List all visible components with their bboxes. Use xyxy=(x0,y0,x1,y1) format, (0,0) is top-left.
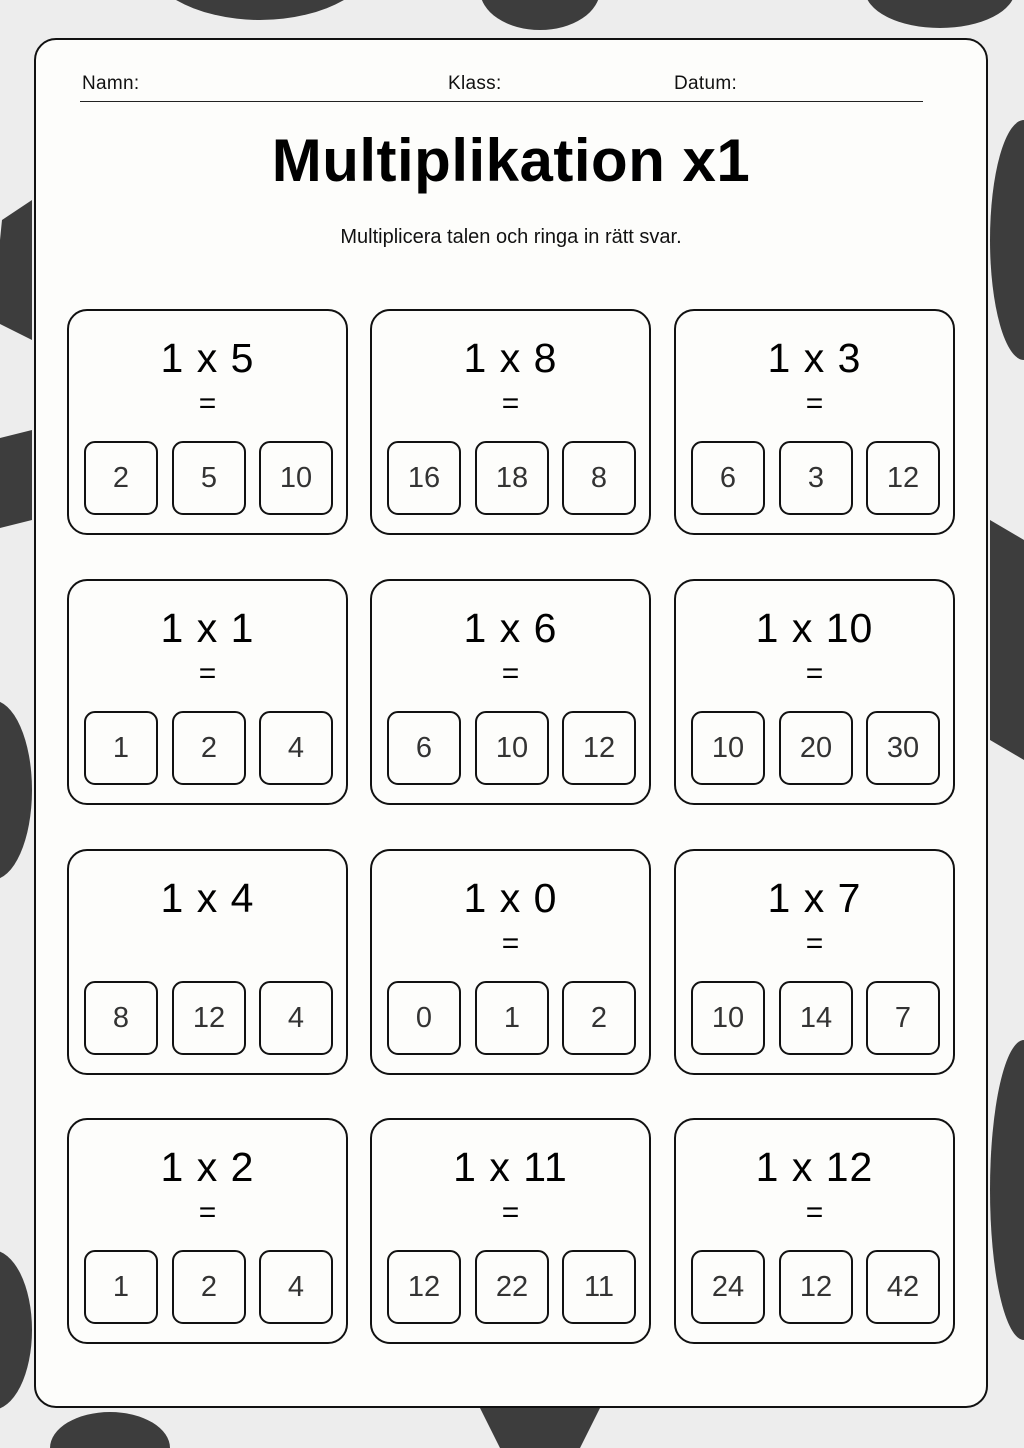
equals-sign: = xyxy=(198,387,217,420)
background-digit-decoration xyxy=(460,1408,620,1448)
problem-expression: 1 x 3 xyxy=(767,335,862,381)
background-digit-decoration xyxy=(990,520,1024,760)
answer-option-box[interactable]: 10 xyxy=(475,711,549,785)
equals-sign: = xyxy=(501,657,520,690)
answer-option-box[interactable]: 7 xyxy=(866,981,940,1055)
page-title: Multiplikation x1 xyxy=(271,127,751,194)
answer-option-box[interactable]: 22 xyxy=(475,1250,549,1324)
problem-card xyxy=(370,1118,651,1344)
problem-expression: 1 x 8 xyxy=(463,335,558,381)
answer-option-box[interactable]: 4 xyxy=(259,1250,333,1324)
background-digit-decoration xyxy=(0,430,32,530)
background-digit-decoration xyxy=(0,700,32,880)
equals-sign: = xyxy=(805,657,824,690)
answer-option-box[interactable]: 2 xyxy=(172,711,246,785)
answer-option-box[interactable]: 12 xyxy=(562,711,636,785)
answer-option-box[interactable]: 18 xyxy=(475,441,549,515)
header-underline xyxy=(80,101,923,102)
equals-sign: = xyxy=(805,927,824,960)
problem-expression: 1 x 6 xyxy=(463,605,558,651)
answer-option-box[interactable]: 1 xyxy=(84,711,158,785)
answer-option-box[interactable]: 14 xyxy=(779,981,853,1055)
problem-expression: 1 x 5 xyxy=(160,335,255,381)
problem-expression: 1 x 0 xyxy=(463,875,558,921)
name-label: Namn: xyxy=(82,73,140,94)
problem-expression: 1 x 12 xyxy=(755,1144,874,1190)
date-label: Datum: xyxy=(674,73,738,94)
answer-option-box[interactable]: 4 xyxy=(259,711,333,785)
problem-card xyxy=(67,1118,348,1344)
answer-option-box[interactable]: 2 xyxy=(172,1250,246,1324)
answer-option-box[interactable]: 16 xyxy=(387,441,461,515)
background-digit-decoration xyxy=(50,1408,170,1448)
problem-card xyxy=(674,309,955,535)
problem-expression: 1 x 7 xyxy=(767,875,862,921)
answer-option-box[interactable]: 11 xyxy=(562,1250,636,1324)
answer-option-box[interactable]: 12 xyxy=(172,981,246,1055)
equals-sign: = xyxy=(501,1196,520,1229)
worksheet xyxy=(34,38,988,1408)
equals-sign: = xyxy=(198,1196,217,1229)
answer-option-box[interactable]: 30 xyxy=(866,711,940,785)
background-digit-decoration xyxy=(470,0,610,40)
answer-option-box[interactable]: 1 xyxy=(475,981,549,1055)
class-label: Klass: xyxy=(448,73,502,94)
problem-expression: 1 x 4 xyxy=(160,875,255,921)
problem-expression: 1 x 1 xyxy=(160,605,255,651)
background-digit-decoration xyxy=(0,1250,32,1410)
answer-option-box[interactable]: 8 xyxy=(84,981,158,1055)
equals-sign: = xyxy=(501,387,520,420)
instruction-text: Multiplicera talen och ringa in rätt svar. xyxy=(340,226,682,248)
problem-card xyxy=(674,1118,955,1344)
background-digit-decoration xyxy=(990,1040,1024,1340)
equals-sign: = xyxy=(805,387,824,420)
equals-sign: = xyxy=(501,927,520,960)
answer-option-box[interactable]: 10 xyxy=(691,981,765,1055)
answer-option-box[interactable]: 4 xyxy=(259,981,333,1055)
answer-option-box[interactable]: 12 xyxy=(387,1250,461,1324)
answer-option-box[interactable]: 10 xyxy=(259,441,333,515)
background-digit-decoration xyxy=(850,0,1024,40)
answer-option-box[interactable]: 12 xyxy=(866,441,940,515)
problem-expression: 1 x 10 xyxy=(755,605,874,651)
answer-option-box[interactable]: 24 xyxy=(691,1250,765,1324)
background-digit-decoration xyxy=(990,120,1024,360)
problem-card xyxy=(67,849,348,1075)
equals-sign: = xyxy=(198,657,217,690)
answer-option-box[interactable]: 2 xyxy=(84,441,158,515)
answer-option-box[interactable]: 12 xyxy=(779,1250,853,1324)
problem-card xyxy=(67,579,348,805)
problem-expression: 1 x 2 xyxy=(160,1144,255,1190)
answer-option-box[interactable]: 3 xyxy=(779,441,853,515)
problem-card xyxy=(370,579,651,805)
answer-option-box[interactable]: 42 xyxy=(866,1250,940,1324)
problem-expression: 1 x 11 xyxy=(453,1144,568,1190)
answer-option-box[interactable]: 0 xyxy=(387,981,461,1055)
answer-option-box[interactable]: 5 xyxy=(172,441,246,515)
answer-option-box[interactable]: 8 xyxy=(562,441,636,515)
answer-option-box[interactable]: 6 xyxy=(387,711,461,785)
equals-sign: = xyxy=(805,1196,824,1229)
answer-option-box[interactable]: 6 xyxy=(691,441,765,515)
problem-card xyxy=(674,849,955,1075)
answer-option-box[interactable]: 10 xyxy=(691,711,765,785)
answer-option-box[interactable]: 2 xyxy=(562,981,636,1055)
problem-card xyxy=(370,309,651,535)
problem-card xyxy=(674,579,955,805)
answer-option-box[interactable]: 20 xyxy=(779,711,853,785)
problem-card xyxy=(67,309,348,535)
background-digit-decoration xyxy=(0,200,32,340)
problem-card xyxy=(370,849,651,1075)
answer-option-box[interactable]: 1 xyxy=(84,1250,158,1324)
